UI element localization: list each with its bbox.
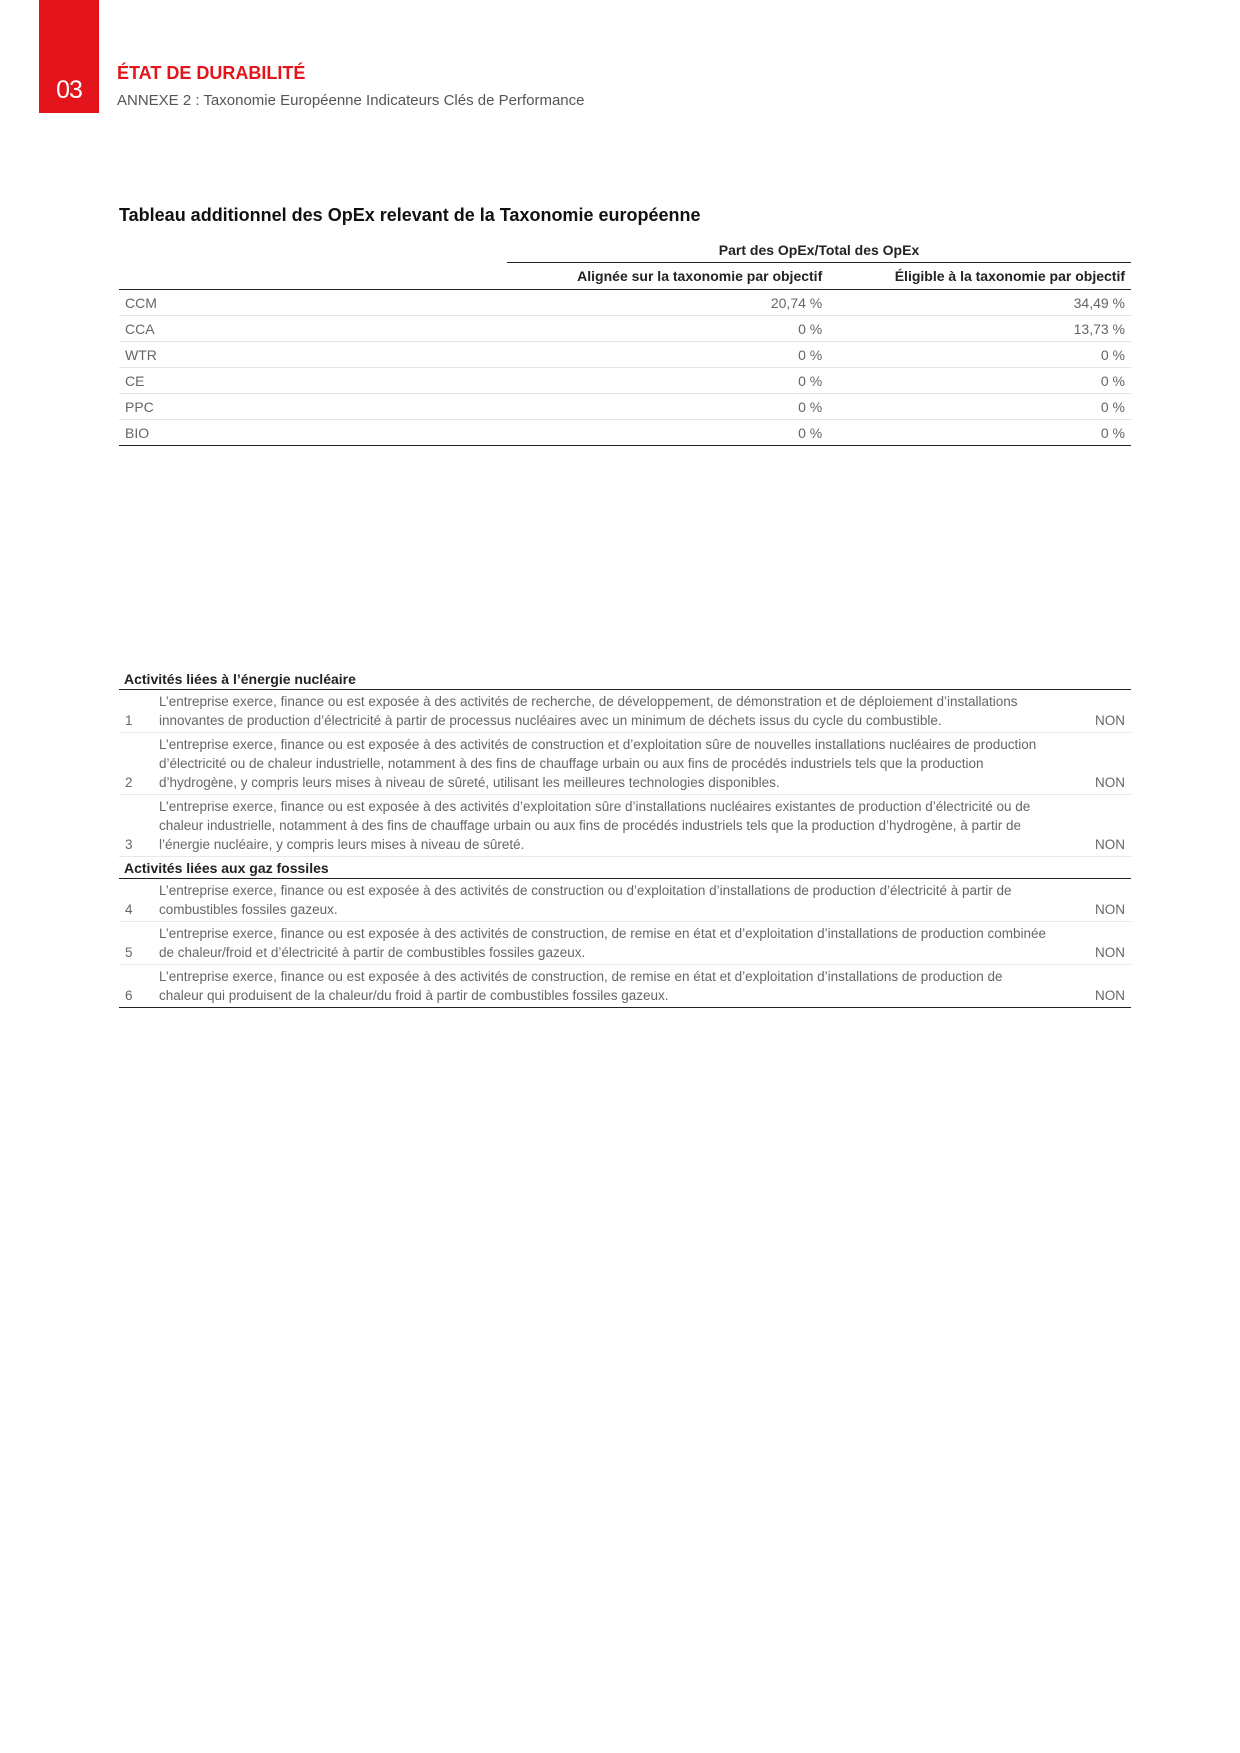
row-label: CE [119,368,507,394]
table-row [119,922,1131,965]
table-row [119,795,1131,857]
chapter-number-tab: 03 [39,0,99,113]
table-row [119,733,1131,795]
table-row [119,290,1131,316]
row-number: 2 [119,733,154,795]
table-row [119,879,1131,922]
table-row [119,690,1131,733]
eligible-value: 0 % [828,394,1131,420]
activity-answer: NON [1054,922,1131,965]
opex-table-title: Tableau additionnel des OpEx relevant de la Taxonomie européenne [119,205,701,225]
activity-answer: NON [1054,795,1131,857]
activity-description: L’entreprise exerce, finance ou est exposée à des activités de construction ou d’exploitation d’installations de production d’électricité à partir de combustibles fossiles gazeux. [154,879,1054,922]
table-row [119,316,1131,342]
row-number: 1 [119,690,154,733]
nuclear-gas-activities-table [119,668,1131,1008]
aligned-value: 0 % [507,394,828,420]
activity-answer: NON [1054,690,1131,733]
row-number: 5 [119,922,154,965]
row-label: CCM [119,290,507,316]
activity-answer: NON [1054,965,1131,1008]
section-subtitle: ANNEXE 2 : Taxonomie Européenne Indicateurs Clés de Performance [117,92,585,109]
aligned-value: 0 % [507,368,828,394]
activity-description: L’entreprise exerce, finance ou est exposée à des activités de recherche, de développement, de démonstration et de déploiement d’installations innovantes de production d’électricité à partir de processus nucléaires avec un minimum de déchets issus du cycle du combustible. [154,690,1054,733]
row-number: 6 [119,965,154,1008]
section-title: ÉTAT DE DURABILITÉ [117,63,306,83]
activity-answer: NON [1054,879,1131,922]
opex-table [119,238,1131,446]
activity-description: L’entreprise exerce, finance ou est exposée à des activités de construction, de remise en état et d’exploitation d’installations de production combinée de chaleur/froid et d’électricité à partir de combustibles fossiles gazeux. [154,922,1054,965]
eligible-value: 0 % [828,368,1131,394]
activity-description: L’entreprise exerce, finance ou est exposée à des activités d’exploitation sûre d’installations nucléaires existantes de production d’électricité ou de chaleur industrielle, notamment à des fins de chauffage urbain ou aux fins de procédés industriels tels que la production d’hydrogène, à partir de l’énergie nucléaire, y compris leurs mises à niveau de sûreté. [154,795,1054,857]
activity-description: L’entreprise exerce, finance ou est exposée à des activités de construction, de remise en état et d’exploitation d’installations de production de chaleur qui produisent de la chaleur/du froid à partir de combustibles fossiles gazeux. [154,965,1054,1008]
aligned-value: 0 % [507,316,828,342]
eligible-value: 34,49 % [828,290,1131,316]
eligible-value: 0 % [828,342,1131,368]
column-header-eligible: Éligible à la taxonomie par objectif [828,263,1131,290]
activity-answer: NON [1054,733,1131,795]
row-number: 4 [119,879,154,922]
column-header-aligned: Alignée sur la taxonomie par objectif [507,263,828,290]
row-number: 3 [119,795,154,857]
aligned-value: 0 % [507,342,828,368]
eligible-value: 0 % [828,420,1131,446]
table-row [119,965,1131,1008]
row-label: WTR [119,342,507,368]
eligible-value: 13,73 % [828,316,1131,342]
row-label: BIO [119,420,507,446]
activity-description: L’entreprise exerce, finance ou est exposée à des activités de construction et d’exploitation sûre de nouvelles installations nucléaires de production d’électricité ou de chaleur industrielle, notamment à des fins de chauffage urbain ou aux fins de procédés industriels tels que la production d’hydrogène, y compris leurs mises à niveau de sûreté, utilisant les meilleures technologies disponibles. [154,733,1054,795]
row-label: CCA [119,316,507,342]
table-row [119,420,1131,446]
table-row [119,394,1131,420]
row-label: PPC [119,394,507,420]
table-row [119,368,1131,394]
nuclear-section-heading: Activités liées à l’énergie nucléaire [119,668,1131,690]
gas-section-heading: Activités liées aux gaz fossiles [119,857,1131,879]
aligned-value: 20,74 % [507,290,828,316]
opex-group-header: Part des OpEx/Total des OpEx [507,238,1131,263]
aligned-value: 0 % [507,420,828,446]
table-row [119,342,1131,368]
